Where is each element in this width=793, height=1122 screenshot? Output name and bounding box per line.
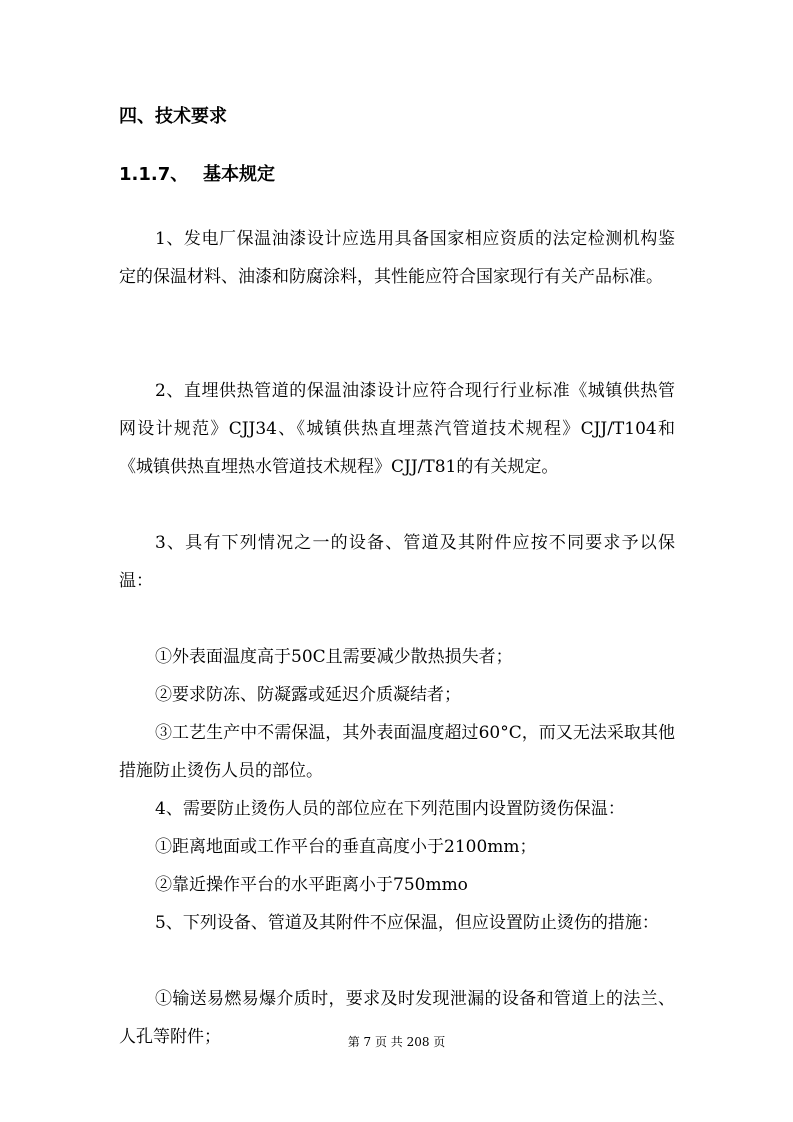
- paragraph-1: 1、发电厂保温油漆设计应选用具备国家相应资质的法定检测机构鉴定的保温材料、油漆和防腐涂料，其性能应符合国家现行有关产品标准。: [119, 229, 675, 287]
- list-item: ①输送易燃易爆介质时，要求及时发现泄漏的设备和管道上的法兰、人孔等附件；: [119, 989, 675, 1047]
- list-item: ①外表面温度高于50C且需要减少散热损失者；: [155, 647, 513, 667]
- paragraph-5: 5、下列设备、管道及其附件不应保温，但应设置防止烫伤的措施：: [155, 913, 659, 933]
- list-item: ②要求防冻、防凝露或延迟介质凝结者；: [155, 685, 461, 705]
- subsection-title: 基本规定: [203, 164, 275, 185]
- paragraph-3: 3、具有下列情况之一的设备、管道及其附件应按不同要求予以保温：: [119, 533, 675, 591]
- paragraph-4: 4、需要防止烫伤人员的部位应在下列范围内设置防烫伤保温：: [155, 799, 625, 819]
- list-item: ②靠近操作平台的水平距离小于750mmo: [155, 875, 468, 895]
- list-item: ①距离地面或工作平台的垂直高度小于2100mm；: [155, 837, 537, 857]
- page-footer: 第 7 页 共 208 页: [347, 1035, 446, 1049]
- section-heading: 四、技术要求: [119, 106, 227, 127]
- list-item: ③工艺生产中不需保温，其外表面温度超过60°C，而又无法采取其他措施防止烫伤人员的部位。: [119, 723, 675, 781]
- subsection-number: 1.1.7、: [119, 164, 189, 185]
- paragraph-2: 2、直埋供热管道的保温油漆设计应符合现行行业标准《城镇供热管网设计规范》CJJ34、《城镇供热直埋蒸汽管道技术规程》CJJ/T104和《城镇供热直埋热水管道技术规程》CJJ/T81的有关规定。: [119, 381, 675, 477]
- subsection-heading: [119, 163, 275, 187]
